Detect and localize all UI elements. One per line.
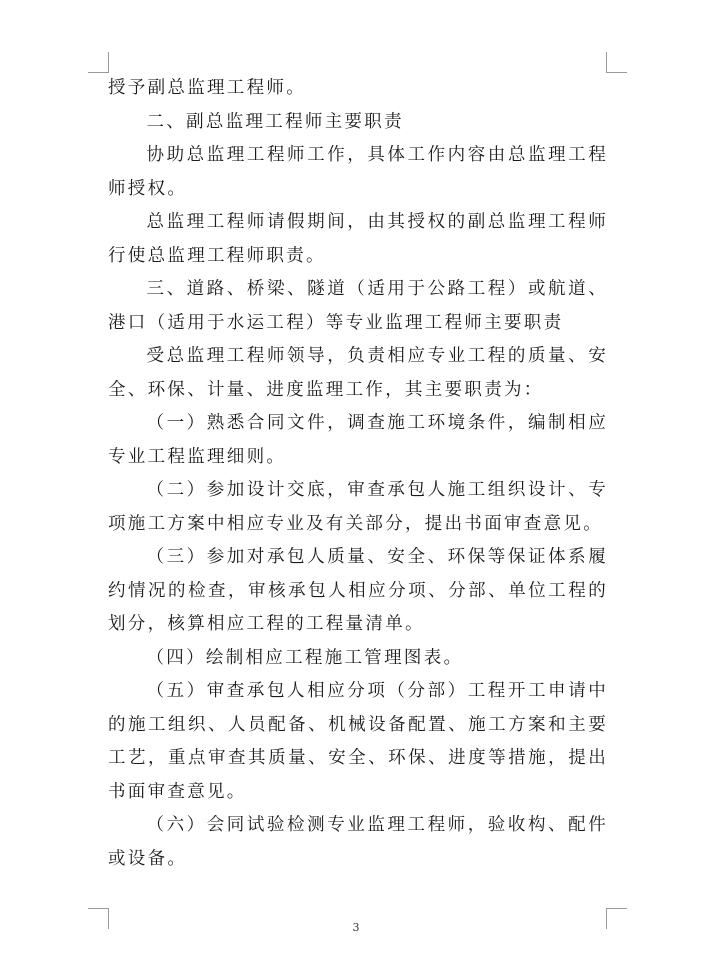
paragraph: 总监理工程师请假期间，由其授权的副总监理工程师行使总监理工程师职责。 (108, 212, 608, 266)
document-body (108, 72, 608, 876)
list-item: （二）参加设计交底，审查承包人施工组织设计、专项施工方案中相应专业及有关部分，提出书面审查意见。 (108, 480, 608, 534)
section-heading: 三、道路、桥梁、隧道（适用于公路工程）或航道、港口（适用于水运工程）等专业监理工程师主要职责 (108, 279, 608, 333)
paragraph: 授予副总监理工程师。 (108, 78, 306, 98)
list-item: （五）审查承包人相应分项（分部）工程开工申请中的施工组织、人员配备、机械设备配置、施工方案和主要工艺，重点审查其质量、安全、环保、进度等措施，提出书面审查意见。 (108, 681, 608, 802)
list-item: （一）熟悉合同文件，调查施工环境条件，编制相应专业工程监理细则。 (108, 413, 608, 467)
paragraph: 受总监理工程师领导，负责相应专业工程的质量、安全、环保、计量、进度监理工作，其主要职责为： (108, 346, 608, 400)
crop-mark-top-right (606, 52, 627, 73)
crop-mark-top-left (88, 52, 109, 73)
section-heading: 二、副总监理工程师主要职责 (146, 111, 404, 132)
list-item: （四）绘制相应工程施工管理图表。 (146, 647, 464, 668)
page-number: 3 (352, 921, 360, 934)
paragraph: 协助总监理工程师工作，具体工作内容由总监理工程师授权。 (108, 145, 608, 199)
list-item: （六）会同试验检测专业监理工程师，验收构、配件或设备。 (108, 815, 608, 869)
list-item: （三）参加对承包人质量、安全、环保等保证体系履约情况的检查，审核承包人相应分项、分部、单位工程的划分，核算相应工程的工程量清单。 (108, 547, 608, 634)
